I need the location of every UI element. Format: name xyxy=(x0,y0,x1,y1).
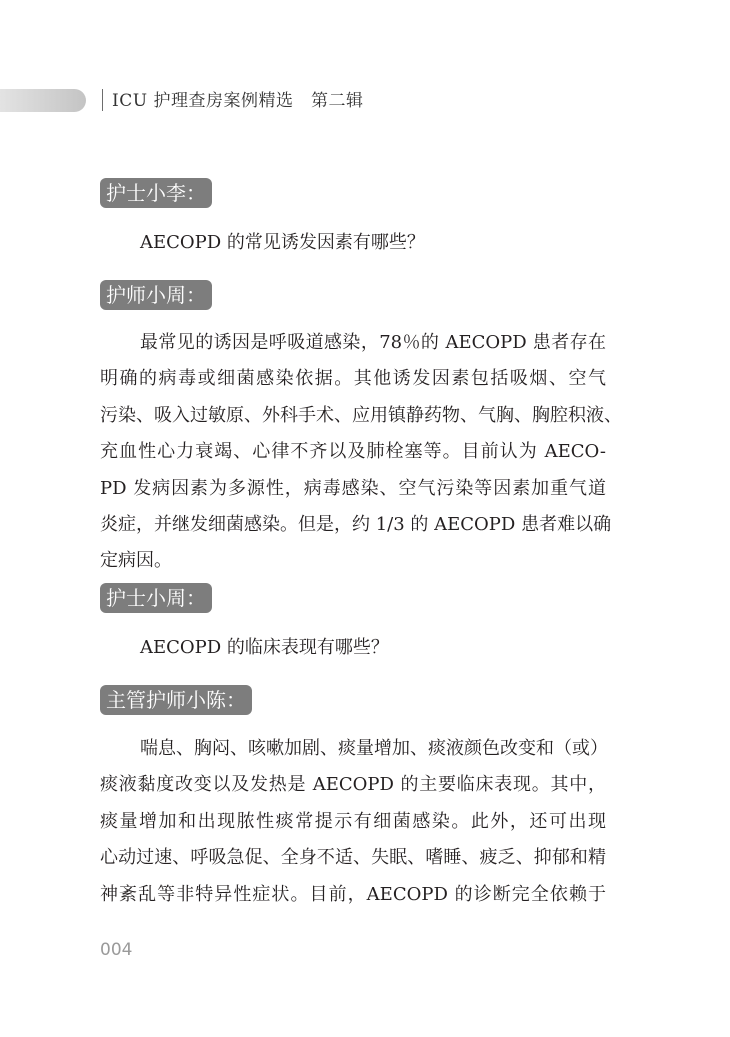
question-clinical-manifestations: AECOPD 的临床表现有哪些？ xyxy=(140,637,389,658)
paragraph-line: 明确的病毒或细菌感染依据。其他诱发因素包括吸烟、空气 xyxy=(100,368,606,390)
paragraph-line: 污染、吸入过敏原、外科手术、应用镇静药物、气胸、胸腔积液、 xyxy=(100,404,622,426)
paragraph-line: 心动过速、呼吸急促、全身不适、失眠、嗜睡、疲乏、抑郁和精 xyxy=(100,847,606,869)
paragraph-line: 充血性心力衰竭、心律不齐以及肺栓塞等。目前认为 AECO- xyxy=(100,441,606,463)
speaker-label-nurse-zhou: 护士小周： xyxy=(100,583,212,613)
paragraph-line: 痰量增加和出现脓性痰常提示有细菌感染。此外，还可出现 xyxy=(100,810,606,832)
paragraph-line: PD 发病因素为多源性，病毒感染、空气污染等因素加重气道 xyxy=(100,477,606,499)
header-decoration-bar xyxy=(0,89,86,112)
speaker-label-senior-nurse-chen: 主管护师小陈： xyxy=(100,685,252,715)
paragraph-line: 神紊乱等非特异性症状。目前，AECOPD 的诊断完全依赖于 xyxy=(100,883,606,905)
answer-clinical-paragraph xyxy=(100,731,606,913)
speaker-label-nurse-li: 护士小李： xyxy=(100,178,212,208)
speaker-label-nurse-practitioner-zhou: 护师小周： xyxy=(100,280,212,310)
paragraph-line: 最常见的诱因是呼吸道感染，78％的 AECOPD 患者存在 xyxy=(140,332,606,353)
answer-triggers-paragraph xyxy=(100,325,622,580)
paragraph-line: 痰液黏度改变以及发热是 AECOPD 的主要临床表现。其中， xyxy=(100,774,606,796)
paragraph-line: 炎症，并继发细菌感染。但是，约 1/3 的 AECOPD 患者难以确 xyxy=(100,513,612,535)
page-number: 004 xyxy=(100,940,133,960)
question-triggers: AECOPD 的常见诱发因素有哪些？ xyxy=(140,232,425,253)
paragraph-line: 定病因。 xyxy=(100,550,172,572)
running-header-title: ICU 护理查房案例精选 第二辑 xyxy=(112,91,364,111)
header-divider xyxy=(102,89,103,111)
paragraph-line: 喘息、胸闷、咳嗽加剧、痰量增加、痰液颜色改变和（或） xyxy=(140,738,608,759)
